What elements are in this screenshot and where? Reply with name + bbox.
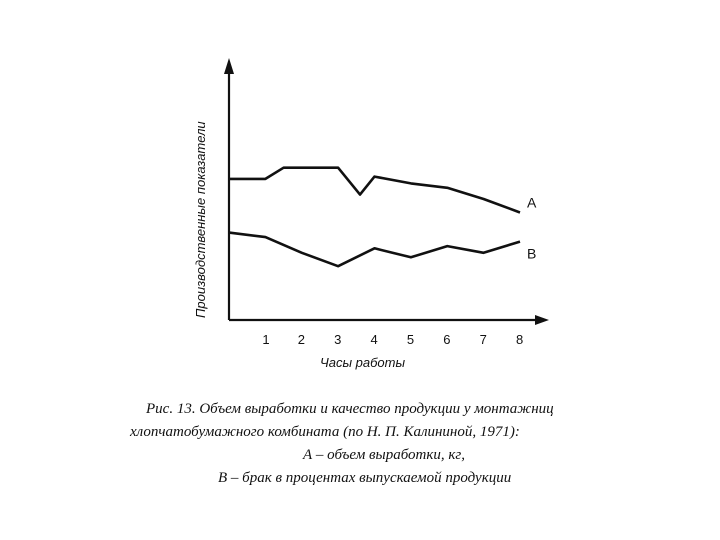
x-tick-label: 8	[516, 332, 524, 347]
caption-line-4: В – брак в процентах выпускаемой продукции	[218, 470, 512, 486]
x-tick-label: 1	[262, 332, 270, 347]
series-label-a: А	[527, 194, 537, 211]
series-line-a	[229, 168, 520, 213]
series-layer	[229, 168, 537, 267]
x-tick-label: 7	[479, 332, 487, 347]
figure-caption	[110, 398, 670, 490]
y-axis-arrow	[224, 58, 234, 74]
caption-line-2: хлопчатобумажного комбината (по Н. П. Калининой, 1971):	[130, 424, 520, 440]
x-tick-label: 6	[443, 332, 451, 347]
caption-line-3: А – объем выработки, кг,	[303, 447, 466, 463]
axes	[224, 58, 549, 325]
x-tick-label: 3	[334, 332, 342, 347]
x-tick-label: 5	[406, 332, 415, 347]
x-axis-arrow	[535, 315, 549, 325]
x-axis-title: Часы работы	[320, 355, 406, 370]
x-tick-labels	[262, 332, 523, 347]
series-label-b: В	[527, 245, 537, 262]
caption-line-1: Рис. 13. Объем выработки и качество продукции у монтажниц	[146, 401, 554, 417]
series-line-b	[229, 233, 520, 267]
x-tick-label: 4	[370, 332, 378, 347]
y-axis-title: Производственные показатели	[193, 121, 208, 318]
x-tick-label: 2	[297, 332, 305, 347]
